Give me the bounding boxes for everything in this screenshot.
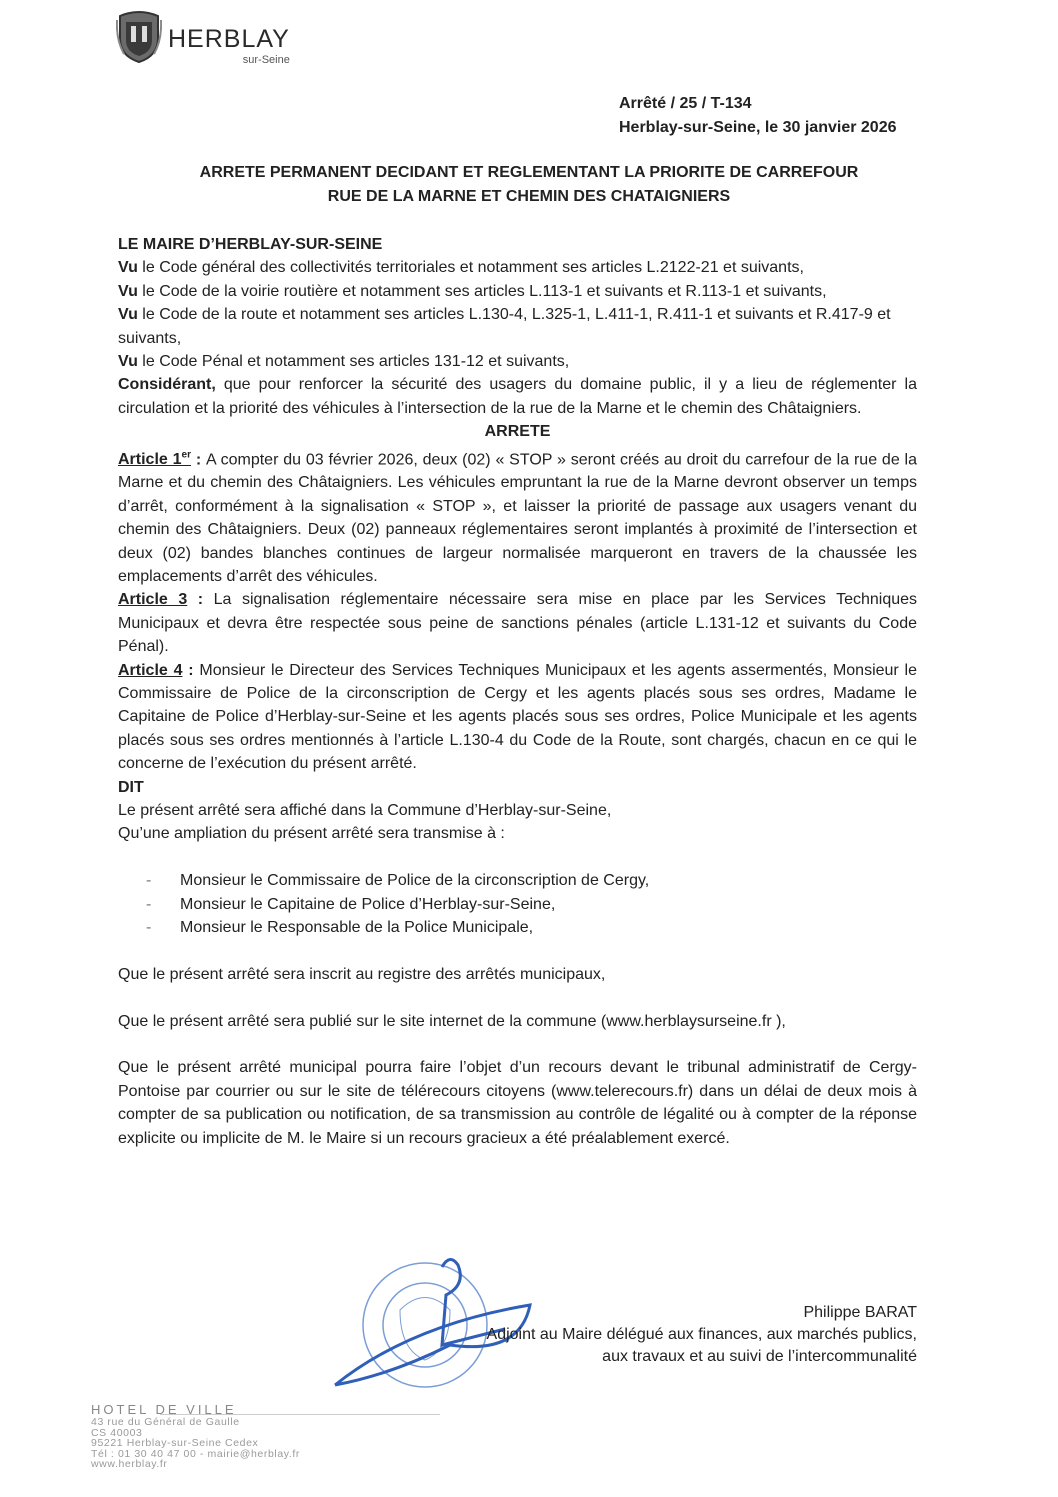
visa-line [118,350,917,373]
visa-line [118,303,917,350]
dash-bullet: - [146,895,152,913]
place-and-date: Herblay-sur-Seine, le 30 janvier 2026 [619,119,897,136]
authority-heading: LE MAIRE D’HERBLAY-SUR-SEINE [118,236,383,253]
document-body [118,233,917,1150]
visa-text: le Code général des collectivités territoriales et notamment ses articles L.2122-21 et suivants, [137,259,804,277]
recipient-list [118,869,917,939]
considerant-text: que pour renforcer la sécurité des usagers du domaine public, il y a lieu de réglementer la circulation et la priorité des véhicules à l’intersection de la rue de la Marne et le chemin des Châtaigniers. [118,376,917,417]
visa-text: le Code Pénal et notamment ses articles 131-12 et suivants, [137,353,570,371]
article-4 [118,659,917,776]
list-item: - Monsieur le Capitaine de Police d’Herblay-sur-Seine, [118,893,917,916]
article-text: La signalisation réglementaire nécessaire sera mise en place par les Services Techniques Municipaux et devra être respectée sous peine de sanctions pénales (article L.131-12 et suivants du Code Pénal). [118,591,918,656]
article-text: Monsieur le Directeur des Services Techniques Municipaux et les agents assermentés, Monsieur le Commissaire de Police de la circonscription de Cergy et les agents placés sous ses ordres, Madame le Capitaine de Police d’Herblay-sur-Seine et les agents placés sous ses ordres, Police Municipale et les agents placés sous ses ordres mentionnés à l’article L.130-4 du Code de la Route, sont chargés, chacun en ce qui le concerne de l’exécution du présent arrêté. [118,661,918,773]
article-label: Article 4 [118,661,183,679]
considerant-lead: Considérant, [118,376,216,394]
list-item: - Monsieur le Responsable de la Police Municipale, [118,916,917,939]
footer-heading: HOTEL DE VILLE [91,1402,237,1417]
dit-ampliation: Qu’une ampliation du présent arrêté sera transmise à : [118,825,505,843]
visa-line [118,280,917,303]
signatory-role-2: aux travaux et au suivi de l’intercommunalité [602,1348,917,1365]
address-line: 43 rue du Général de Gaulle [91,1416,240,1428]
address-line: CS 40003 [91,1426,143,1439]
herblay-logo [116,10,290,66]
list-item: - Monsieur le Commissaire de Police de la circonscription de Cergy, [118,869,917,892]
arrete-heading: ARRETE [484,423,551,441]
visa-lead: Vu [118,306,138,324]
brand-subtitle: sur-Seine [242,54,290,66]
visa-lead: Vu [118,259,138,277]
article-3 [118,588,917,658]
dash-bullet: - [146,872,152,890]
document-title [110,161,948,209]
considerant-paragraph [118,373,917,420]
signatory-block [487,1302,917,1368]
dit-heading: DIT [118,778,144,796]
address-line: 95221 Herblay-sur-Seine Cedex [91,1437,259,1449]
signatory-name: Philippe BARAT [803,1304,917,1321]
publication-clause: Que le présent arrêté sera publié sur le site internet de la commune (www.herblaysurseine.fr ), [118,1012,786,1030]
article-separator: : [182,661,200,679]
stamp-icon [363,1263,487,1387]
website-line: www.herblay.fr [91,1458,168,1470]
title-line-2: RUE DE LA MARNE ET CHEMIN DES CHATAIGNIERS [327,188,731,205]
dit-affichage: Le présent arrêté sera affiché dans la Commune d’Herblay-sur-Seine, [118,802,612,820]
visa-lead: Vu [118,282,138,300]
signatory-role-1: Adjoint au Maire délégué aux finances, aux marchés publics, [486,1326,917,1343]
contact-line: Tél : 01 30 40 47 00 - mairie@herblay.fr [91,1447,300,1460]
visa-line [118,256,917,279]
title-line-1: ARRETE PERMANENT DECIDANT ET REGLEMENTANT LA PRIORITE DE CARREFOUR [199,164,859,181]
visa-text: le Code de la route et notamment ses articles L.130-4, L.325-1, L.411-1, R.411-1 et suivants et R.417-9 et suivants, [118,306,891,347]
article-separator: : [190,450,206,468]
article-text: A compter du 03 février 2026, deux (02) « STOP » seront créés au droit du carrefour de la rue de la Marne et du chemin des Châtaigniers. Les véhicules empruntant la rue de la Marne devront observer un temps d’arrêt, conformément à la signalisation « STOP », et laisser la priorité de passage aux usagers venant du chemin des Châtaigniers. Deux (02) panneaux réglementaires seront implantés à proximité de l’intersection et deux (02) bandes blanches continues de largeur normalisée marqueront en travers de la chaussée les emplacements d’arrêt des véhicules. [118,450,918,586]
coat-of-arms-icon [116,10,162,64]
article-label: Article 3 [118,591,188,609]
reference-block [619,92,896,140]
registre-clause: Que le présent arrêté sera inscrit au registre des arrêtés municipaux, [118,965,606,983]
dash-bullet: - [146,919,152,937]
recours-clause: Que le présent arrêté municipal pourra faire l’objet d’un recours devant le tribunal administratif de Cergy-Pontoise par courrier ou sur le site de télérecours citoyens (www.telerecours.fr) dans un délai de deux mois à compter de sa publication ou notification, de sa transmission au contrôle de légalité ou à compter de la réponse explicite ou implicite de M. le Maire si un recours gracieux a été préalablement exercé. [118,1059,917,1147]
town-hall-address [91,1403,300,1470]
article-1 [118,444,917,589]
brand-name: HERBLAY [168,25,290,53]
visa-lead: Vu [118,353,138,371]
visa-text: le Code de la voirie routière et notamment ses articles L.113-1 et suivants et R.113-1 et suivants, [137,282,827,300]
article-separator: : [187,591,214,609]
arrete-reference: Arrêté / 25 / T-134 [619,95,752,112]
article-label: Article 1er [118,449,191,468]
